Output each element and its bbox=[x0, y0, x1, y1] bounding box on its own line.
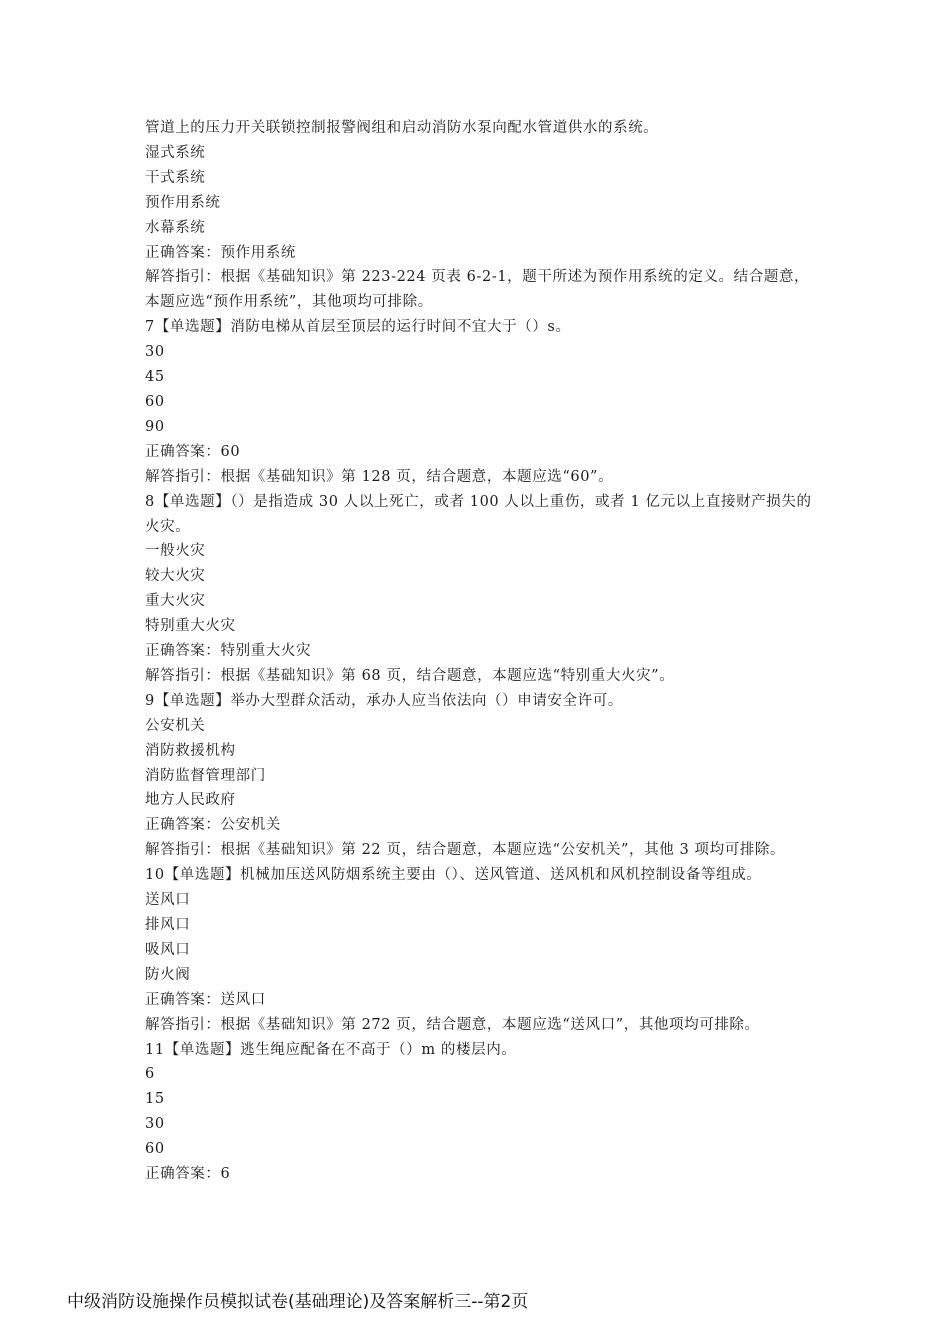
option-b: 消防救援机构 bbox=[145, 742, 236, 759]
question-stem: 11【单选题】逃生绳应配备在不高于（）m 的楼层内。 bbox=[145, 1041, 517, 1058]
option-a: 公安机关 bbox=[145, 717, 206, 734]
answer-explanation: 解答指引：根据《基础知识》第 68 页，结合题意，本题应选“特别重大火灾”。 bbox=[145, 667, 675, 684]
question-stem: 9【单选题】举办大型群众活动，承办人应当依法向（）申请安全许可。 bbox=[145, 692, 623, 709]
option-d: 90 bbox=[145, 418, 165, 435]
question-block-7 bbox=[145, 315, 817, 489]
option-c: 消防监督管理部门 bbox=[145, 767, 266, 784]
option-c: 60 bbox=[145, 393, 165, 410]
question-block-6 bbox=[145, 116, 817, 315]
question-block-8 bbox=[145, 490, 817, 689]
correct-answer: 正确答案：60 bbox=[145, 443, 241, 460]
correct-answer: 正确答案：公安机关 bbox=[145, 817, 281, 834]
correct-answer: 正确答案：预作用系统 bbox=[145, 244, 296, 261]
option-c: 吸风口 bbox=[145, 941, 191, 958]
option-b: 干式系统 bbox=[145, 169, 206, 186]
answer-explanation: 解答指引：根据《基础知识》第 223-224 页表 6-2-1，题干所述为预作用系统的定义。结合题意，本题应选“预作用系统”，其他项均可排除。 bbox=[145, 269, 810, 311]
option-d: 地方人民政府 bbox=[145, 792, 236, 809]
question-stem: 8【单选题】（）是指造成 30 人以上死亡，或者 100 人以上重伤，或者 1 亿元以上直接财产损失的火灾。 bbox=[145, 493, 812, 535]
option-a: 一般火灾 bbox=[145, 543, 206, 560]
question-stem: 7【单选题】消防电梯从首层至顶层的运行时间不宜大于（）s。 bbox=[145, 319, 571, 336]
page-content bbox=[145, 116, 817, 1187]
question-block-11 bbox=[145, 1038, 817, 1187]
option-b: 较大火灾 bbox=[145, 568, 206, 585]
option-a: 6 bbox=[145, 1066, 155, 1083]
question-block-10 bbox=[145, 863, 817, 1037]
option-d: 60 bbox=[145, 1141, 165, 1158]
answer-explanation: 解答指引：根据《基础知识》第 272 页，结合题意，本题应选“送风口”，其他项均可排除。 bbox=[145, 1016, 760, 1033]
page-footer: 中级消防设施操作员模拟试卷(基础理论)及答案解析三--第2页 bbox=[67, 1292, 529, 1312]
option-a: 送风口 bbox=[145, 892, 191, 909]
option-a: 湿式系统 bbox=[145, 144, 206, 161]
option-b: 45 bbox=[145, 369, 165, 386]
correct-answer: 正确答案：送风口 bbox=[145, 991, 266, 1008]
question-stem-continuation: 管道上的压力开关联锁控制报警阀组和启动消防水泵向配水管道供水的系统。 bbox=[145, 120, 659, 136]
option-d: 防火阀 bbox=[145, 966, 191, 983]
question-stem: 10【单选题】机械加压送风防烟系统主要由（）、送风管道、送风机和风机控制设备等组成。 bbox=[145, 867, 762, 884]
option-a: 30 bbox=[145, 344, 165, 361]
option-c: 重大火灾 bbox=[145, 593, 206, 610]
option-b: 15 bbox=[145, 1091, 165, 1108]
answer-explanation: 解答指引：根据《基础知识》第 128 页，结合题意，本题应选“60”。 bbox=[145, 468, 614, 485]
correct-answer: 正确答案：特别重大火灾 bbox=[145, 643, 312, 660]
option-b: 排风口 bbox=[145, 917, 191, 933]
option-d: 特别重大火灾 bbox=[145, 618, 236, 635]
option-c: 预作用系统 bbox=[145, 194, 221, 211]
option-d: 水幕系统 bbox=[145, 219, 206, 236]
correct-answer: 正确答案：6 bbox=[145, 1166, 231, 1183]
question-block-9 bbox=[145, 689, 817, 863]
option-c: 30 bbox=[145, 1116, 165, 1133]
answer-explanation: 解答指引：根据《基础知识》第 22 页，结合题意，本题应选“公安机关”，其他 3 项均可排除。 bbox=[145, 842, 786, 859]
